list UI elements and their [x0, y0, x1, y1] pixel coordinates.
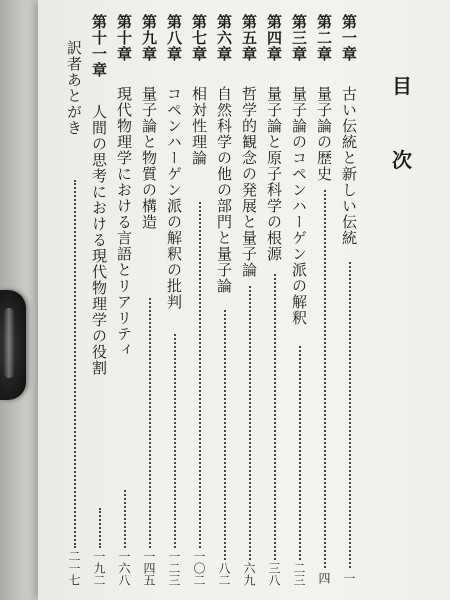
chapter-number: 第二章 — [315, 14, 333, 62]
chapter-title: 古い伝統と新しい伝統 — [340, 86, 358, 246]
chapter-title: 量子論と物質の構造 — [140, 86, 158, 230]
dot-leader — [99, 508, 101, 548]
toc-heading-char-1: 目 — [392, 74, 412, 98]
toc-entry-10[interactable] — [113, 0, 137, 600]
toc-page — [38, 0, 450, 600]
page-number: 二三 — [292, 562, 306, 586]
chapter-number: 第三章 — [290, 14, 308, 62]
toc-entry-11[interactable] — [88, 0, 112, 600]
dot-leader — [199, 202, 201, 548]
page-number: 三八 — [267, 562, 281, 586]
chapter-title: 量子論のコペンハーゲン派の解釈 — [290, 86, 308, 326]
toc-entry-3[interactable] — [288, 0, 312, 600]
clip-highlight — [4, 308, 14, 378]
chapter-number: 第八章 — [165, 14, 183, 62]
toc-entry-afterword[interactable] — [63, 0, 87, 600]
page-number: 一四五 — [142, 550, 156, 586]
chapter-title: 自然科学の他の部門と量子論 — [215, 86, 233, 294]
chapter-number: 第六章 — [215, 14, 233, 62]
toc-entry-1[interactable] — [338, 0, 362, 600]
toc-entry-4[interactable] — [263, 0, 287, 600]
chapter-number: 第一章 — [340, 14, 358, 62]
chapter-number: 第十一章 — [90, 14, 108, 78]
page-number: 一〇二 — [192, 550, 206, 586]
toc-entry-6[interactable] — [213, 0, 237, 600]
page-number: 一六八 — [117, 550, 131, 586]
chapter-title: 相対性理論 — [190, 86, 208, 166]
toc-heading-char-2: 次 — [392, 148, 412, 172]
chapter-number: 第十章 — [115, 14, 133, 62]
chapter-title: コペンハーゲン派の解釈の批判 — [165, 86, 183, 310]
dot-leader — [299, 346, 301, 560]
binder-clip — [0, 290, 26, 400]
dot-leader — [149, 298, 151, 548]
dot-leader — [274, 274, 276, 560]
dot-leader — [174, 334, 176, 548]
dot-leader — [249, 286, 251, 560]
chapter-title: 哲学的観念の発展と量子論 — [240, 86, 258, 278]
toc-entry-5[interactable] — [238, 0, 262, 600]
chapter-title: 訳者あとがき — [65, 40, 83, 136]
chapter-title: 人間の思考における現代物理学の役割 — [90, 104, 108, 376]
chapter-number: 第七章 — [190, 14, 208, 62]
dot-leader — [349, 262, 351, 568]
chapter-title: 現代物理学における言語とリアリティ — [115, 86, 133, 358]
page-number: 一二三 — [167, 550, 181, 586]
page-number: 一 — [342, 572, 356, 584]
chapter-number: 第五章 — [240, 14, 258, 62]
page-number: 八二 — [217, 562, 231, 586]
page-number: 二一七 — [67, 550, 81, 586]
toc-entry-2[interactable] — [313, 0, 337, 600]
dot-leader — [324, 190, 326, 568]
toc-entry-9[interactable] — [138, 0, 162, 600]
page-number: 四 — [317, 572, 331, 584]
dot-leader — [124, 490, 126, 548]
chapter-title: 量子論の歴史 — [315, 86, 333, 182]
dot-leader — [224, 310, 226, 560]
dot-leader — [74, 180, 76, 548]
page-number: 一九二 — [92, 550, 106, 586]
table-of-contents — [38, 0, 450, 600]
chapter-number: 第四章 — [265, 14, 283, 62]
chapter-number: 第九章 — [140, 14, 158, 62]
page-number: 六九 — [242, 562, 256, 586]
toc-entry-7[interactable] — [188, 0, 212, 600]
toc-entry-8[interactable] — [163, 0, 187, 600]
chapter-title: 量子論と原子科学の根源 — [265, 86, 283, 262]
